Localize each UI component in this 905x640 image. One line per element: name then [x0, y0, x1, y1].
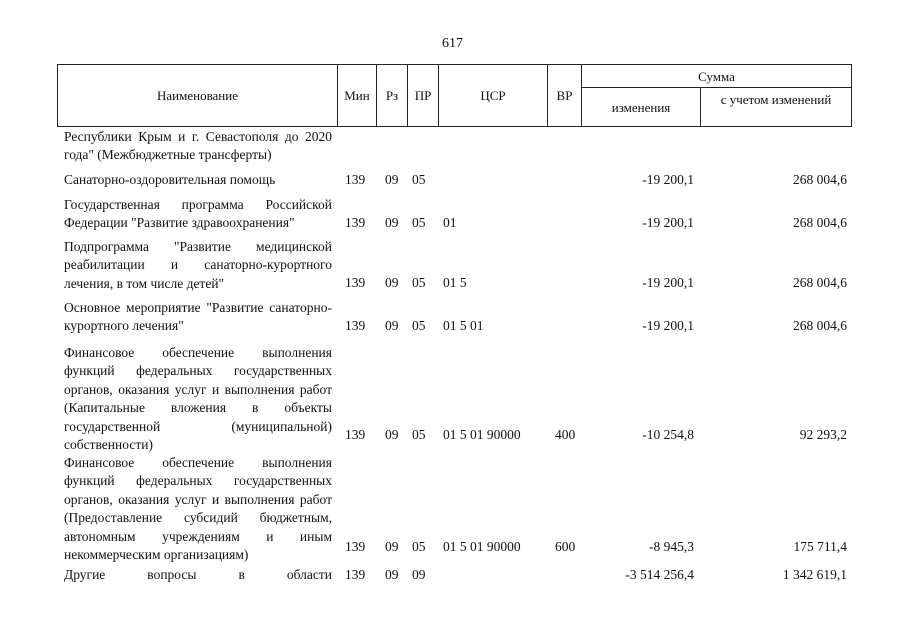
row-name: Основное мероприятие "Развитие санаторно-курортного лечения" — [64, 300, 332, 334]
row-pr: 05 — [412, 427, 426, 442]
row-total: 1 342 619,1 — [782, 567, 847, 582]
row-min: 139 — [345, 567, 366, 582]
row-name: Финансовое обеспечение выполнения функций федеральных государственных органов, оказания услуг и выполнения работ (Капитальные вложения в объекты государственной (муниципальной) собственности) — [64, 345, 332, 453]
row-csr: 01 — [443, 215, 457, 230]
row-name: Республики Крым и г. Севастополя до 2020 года" (Межбюджетные трансферты) — [64, 129, 332, 163]
row-total: 268 004,6 — [793, 275, 847, 290]
row-pr: 05 — [412, 172, 426, 187]
row-rz: 09 — [385, 427, 399, 442]
row-csr: 01 5 01 — [443, 318, 484, 333]
row-min: 139 — [345, 427, 366, 442]
row-pr: 05 — [412, 539, 426, 554]
row-pr: 05 — [412, 275, 426, 290]
row-vr: 400 — [555, 427, 576, 442]
header-name: Наименование — [157, 88, 238, 103]
row-min: 139 — [345, 215, 366, 230]
row-csr: 01 5 01 90000 — [443, 427, 521, 442]
row-total: 268 004,6 — [793, 215, 847, 230]
row-vr: 600 — [555, 539, 576, 554]
header-change: изменения — [611, 100, 671, 115]
header-min: Мин — [344, 88, 370, 103]
row-total: 268 004,6 — [793, 172, 847, 187]
row-change: -19 200,1 — [642, 275, 694, 290]
row-rz: 09 — [385, 275, 399, 290]
row-rz: 09 — [385, 215, 399, 230]
header-pr: ПР — [414, 88, 432, 103]
row-min: 139 — [345, 318, 366, 333]
row-csr: 01 5 01 90000 — [443, 539, 521, 554]
header-csr: ЦСР — [480, 88, 506, 103]
row-rz: 09 — [385, 318, 399, 333]
row-rz: 09 — [385, 539, 399, 554]
row-total: 175 711,4 — [793, 539, 847, 554]
row-total: 268 004,6 — [793, 318, 847, 333]
row-rz: 09 — [385, 567, 399, 582]
header-vr: ВР — [556, 88, 573, 103]
header-rz: Рз — [385, 88, 399, 103]
row-name: Другие вопросы в области — [64, 567, 332, 582]
row-name: Финансовое обеспечение выполнения функций федеральных государственных органов, оказания услуг и выполнения работ (Предоставление субсидий бюджетным, автономным учреждениям и иным некоммерческим организациям) — [64, 455, 332, 563]
row-change: -3 514 256,4 — [625, 567, 694, 582]
header-total: с учетом изменений — [720, 92, 832, 107]
row-pr: 09 — [412, 567, 426, 582]
row-change: -19 200,1 — [642, 172, 694, 187]
row-change: -10 254,8 — [642, 427, 694, 442]
row-pr: 05 — [412, 215, 426, 230]
row-min: 139 — [345, 275, 366, 290]
row-change: -19 200,1 — [642, 215, 694, 230]
row-name: Подпрограмма "Развитие медицинской реабилитации и санаторно-курортного лечения, в том числе детей" — [64, 239, 332, 291]
row-change: -8 945,3 — [649, 539, 694, 554]
row-min: 139 — [345, 539, 366, 554]
row-total: 92 293,2 — [799, 427, 847, 442]
row-change: -19 200,1 — [642, 318, 694, 333]
row-name: Государственная программа Российской Федерации "Развитие здравоохранения" — [64, 197, 332, 231]
header-sum: Сумма — [698, 69, 735, 84]
row-csr: 01 5 — [443, 275, 467, 290]
page-number: 617 — [442, 36, 463, 51]
row-rz: 09 — [385, 172, 399, 187]
row-pr: 05 — [412, 318, 426, 333]
row-name: Санаторно-оздоровительная помощь — [64, 172, 276, 187]
row-min: 139 — [345, 172, 366, 187]
